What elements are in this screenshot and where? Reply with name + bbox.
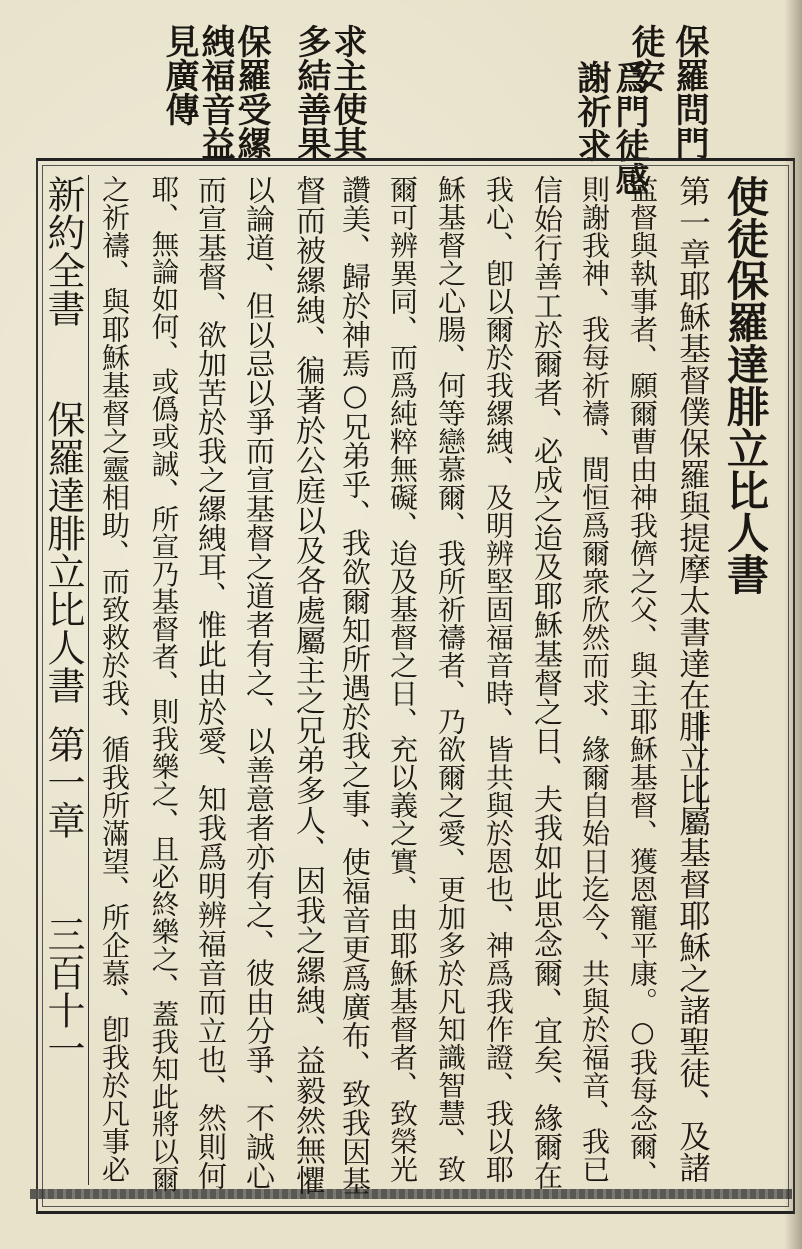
body-column: 以論道、但以忌以爭而宣基督之道者有之、以善意者亦有之、彼由分爭、不誠心 — [242, 175, 276, 1190]
header-note: 保羅問門 — [669, 24, 709, 160]
body-column: 我心、卽以爾於我縲絏、及明辨堅固福音時、皆共與於恩也、神爲我作證、我以耶 — [482, 175, 515, 1183]
body-column: 之祈禱、與耶穌基督之靈相助、而致救於我、循我所滿望、所企慕、卽我於凡事必 — [98, 175, 131, 1183]
header-note: 謝祈求 — [571, 60, 611, 162]
footer-book-title: 新約全書 — [41, 175, 85, 327]
header-note: 爲門徒感 — [609, 60, 649, 196]
frame-bottom-border — [30, 1189, 792, 1199]
body-column: 爾可辨異同、而爲純粹無礙、迨及基督之日、充以義之實、由耶穌基督者、致榮光 — [386, 175, 419, 1183]
footer-chapter: 第一章 — [41, 725, 85, 839]
body-column: 穌基督之心腸、何等戀慕爾、我所祈禱者、乃欲爾之愛、更加多於凡知識智慧、致 — [434, 175, 467, 1183]
body-column: 而宣基督、欲加苦於我之縲絏耳、惟此由於愛、知我爲明辨福音而立也、然則何 — [194, 175, 228, 1190]
header-note: 多結善果 — [291, 24, 331, 160]
header-note: 徒安 — [625, 24, 665, 92]
header-note: 見廣傳 — [159, 24, 199, 126]
body-column: 則謝我神、我每祈禱、間恒爲爾衆欣然而求、緣爾自始日迄今、共與於福音、我已 — [578, 175, 611, 1183]
body-column: 督而被縲絏、徧著於公庭以及各處屬主之兄弟多人、因我之縲絏、益毅然無懼 — [290, 175, 325, 1195]
header-note: 保羅受縲 — [231, 24, 271, 160]
header-note: 求主使其 — [327, 24, 367, 160]
header-note: 絏福音益 — [195, 24, 235, 160]
chapter-title: 使徒保羅達腓立比人書 — [721, 175, 770, 595]
footer-epistle-title: 保羅達腓立比人書 — [41, 400, 85, 704]
body-column: 耶、無論如何、或僞或誠、所宣乃基督者、則我樂之、且必終樂之、蓋我知此將以爾 — [146, 175, 179, 1193]
footer-page-number: 三百十一 — [41, 915, 85, 1067]
body-column: 讚美、歸於神焉○兄弟乎、我欲爾知所遇於我之事、使福音更爲廣布、致我因基 — [338, 175, 372, 1195]
footer-divider — [88, 175, 89, 1185]
body-column: 信始行善工於爾者、必成之迨及耶穌基督之日、夫我如此思念爾、宜矣、緣爾在 — [530, 175, 564, 1190]
body-column: 第一章耶穌基督僕保羅與提摩太書達在腓立比屬基督耶穌之諸聖徒、及諸 — [674, 175, 711, 1183]
body-column: 監督與執事者、願爾曹由神我儕之父、與主耶穌基督、獲恩寵平康。○我每念爾、 — [626, 175, 659, 1188]
